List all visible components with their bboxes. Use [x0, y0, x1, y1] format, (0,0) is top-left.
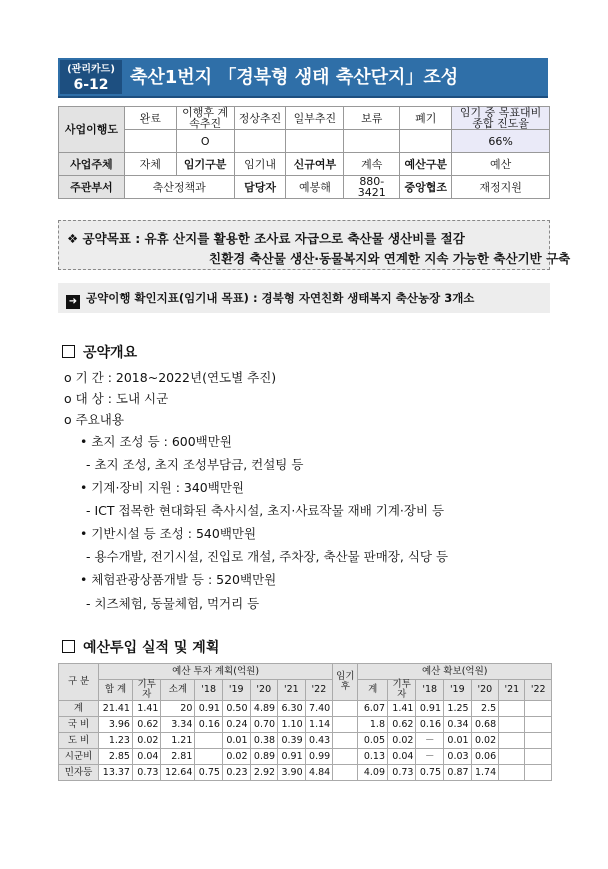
plan-cell: 0.91 [195, 701, 223, 717]
plan-cell: 0.75 [195, 765, 223, 781]
secured-cell [525, 717, 552, 733]
secured-cell: 0.75 [416, 765, 444, 781]
secured-col: '21 [499, 680, 525, 701]
secured-cell [499, 749, 525, 765]
project-owner-label: 사업주체 [59, 153, 125, 176]
plan-cell: 0.16 [195, 717, 223, 733]
status-col-hold: 보류 [344, 107, 400, 130]
status-col-continued: 이행후 계속추진 [176, 107, 234, 130]
secured-col: '20 [471, 680, 499, 701]
status-mark: O [176, 130, 234, 153]
plan-cell: 13.37 [99, 765, 133, 781]
secured-cell: 0.02 [471, 733, 499, 749]
row-label: 계 [59, 701, 99, 717]
overview-target: o 대 상 : 도내 시군 [64, 391, 169, 406]
goal-box [58, 220, 571, 270]
secured-col: '19 [444, 680, 472, 701]
budget-table [58, 663, 552, 781]
row-label: 시군비 [59, 749, 99, 765]
status-col-progress: 임기 중 목표대비 종합 진도율 [452, 107, 550, 130]
secured-cell [499, 733, 525, 749]
status-col-complete: 완료 [124, 107, 176, 130]
secured-cell: 2.5 [471, 701, 499, 717]
plan-cell: 21.41 [99, 701, 133, 717]
plan-cell: 20 [161, 701, 195, 717]
secured-cell: 1.8 [358, 717, 388, 733]
project-owner-value: 자체 [124, 153, 176, 176]
plan-cell: 4.84 [305, 765, 333, 781]
plan-cell: 0.73 [132, 765, 160, 781]
department-value: 축산정책과 [124, 176, 234, 199]
arrow-right-icon: ➜ [66, 295, 80, 309]
secured-cell: 0.68 [471, 717, 499, 733]
row-label: 국 비 [59, 717, 99, 733]
after-term-cell [333, 749, 358, 765]
department-label: 주관부서 [59, 176, 125, 199]
secured-cell: 1.41 [388, 701, 416, 717]
progress-value: 66% [452, 130, 550, 153]
overview-period: o 기 간 : 2018~2022년(연도별 추진) [64, 370, 277, 385]
management-card-badge [60, 60, 122, 94]
secured-col: '18 [416, 680, 444, 701]
secured-cell: 1.74 [471, 765, 499, 781]
plan-cell: 3.90 [278, 765, 306, 781]
secured-col: '22 [525, 680, 552, 701]
after-term-header: 임기후 [333, 664, 358, 701]
plan-cell: 6.30 [278, 701, 306, 717]
item-bullet: • 기반시설 등 조성 : 540백만원 [80, 526, 257, 541]
plan-cell: 1.23 [99, 733, 133, 749]
page-title: 축산1번지 「경북형 생태 축산단지」조성 [130, 67, 459, 88]
plan-cell: 1.41 [132, 701, 160, 717]
secured-cell: 0.05 [358, 733, 388, 749]
manager-label: 담당자 [234, 176, 286, 199]
plan-cell: 0.24 [222, 717, 250, 733]
status-col-discarded: 폐기 [400, 107, 452, 130]
plan-cell: 0.04 [132, 749, 160, 765]
phone-value: 880-3421 [344, 176, 400, 199]
secured-cell [499, 765, 525, 781]
plan-cell: 0.62 [132, 717, 160, 733]
secured-cell: 0.87 [444, 765, 472, 781]
square-icon [62, 640, 75, 653]
secured-cell [525, 701, 552, 717]
secured-cell [525, 765, 552, 781]
secured-cell: 0.16 [416, 717, 444, 733]
after-term-cell [333, 733, 358, 749]
plan-col: '21 [278, 680, 306, 701]
secured-cell: － [416, 749, 444, 765]
plan-cell: 0.89 [250, 749, 278, 765]
status-col-normal: 정상추진 [234, 107, 286, 130]
plan-col: 기투자 [132, 680, 160, 701]
plan-cell: 1.21 [161, 733, 195, 749]
plan-cell: 2.85 [99, 749, 133, 765]
secured-cell: － [416, 733, 444, 749]
plan-cell: 0.99 [305, 749, 333, 765]
plan-cell: 3.96 [99, 717, 133, 733]
item-detail: - ICT 접목한 현대화된 축사시설, 초지·사료작물 재배 기계·장비 등 [86, 503, 445, 518]
central-label: 중앙협조 [400, 176, 452, 199]
plan-cell: 2.92 [250, 765, 278, 781]
overview-title: 공약개요 [83, 345, 138, 361]
budget-type-value: 예산 [452, 153, 550, 176]
budget-col-group: 구 분 [59, 664, 99, 701]
row-label: 도 비 [59, 733, 99, 749]
item-bullet: • 기계·장비 지원 : 340백만원 [80, 480, 244, 495]
secured-cell [499, 717, 525, 733]
status-col-partial: 일부추진 [286, 107, 344, 130]
table-row [59, 701, 552, 717]
secured-cell: 6.07 [358, 701, 388, 717]
plan-col: '22 [305, 680, 333, 701]
info-table [58, 106, 550, 199]
plan-cell: 0.39 [278, 733, 306, 749]
plan-cell: 0.02 [132, 733, 160, 749]
after-term-cell [333, 701, 358, 717]
plan-cell: 0.70 [250, 717, 278, 733]
secured-col: 기투자 [388, 680, 416, 701]
item-detail: - 초지 조성, 초지 조성부담금, 컨설팅 등 [86, 457, 304, 472]
indicator-box [58, 283, 550, 313]
secured-cell: 0.06 [471, 749, 499, 765]
secured-cell: 0.03 [444, 749, 472, 765]
plan-cell: 0.38 [250, 733, 278, 749]
plan-cell: 0.01 [222, 733, 250, 749]
secured-cell: 4.09 [358, 765, 388, 781]
secured-cell: 0.04 [388, 749, 416, 765]
plan-cell [195, 733, 223, 749]
plan-cell: 4.89 [250, 701, 278, 717]
plan-cell: 0.23 [222, 765, 250, 781]
plan-cell: 0.43 [305, 733, 333, 749]
indicator-text: 공약이행 확인지표(임기내 목표) : 경북형 자연친화 생태복지 축산농장 3개소 [86, 291, 475, 305]
item-bullet: • 초지 조성 등 : 600백만원 [80, 434, 232, 449]
goal-line-1: ❖ 공약목표 : 유휴 산지를 활용한 조사료 자급으로 축산물 생산비를 절감 [67, 231, 465, 246]
status-label: 사업이행도 [59, 107, 125, 153]
plan-cell: 0.91 [278, 749, 306, 765]
plan-cell [195, 749, 223, 765]
secured-col: 계 [358, 680, 388, 701]
item-detail: - 치즈체험, 동물체험, 먹거리 등 [86, 596, 260, 611]
secured-cell [525, 733, 552, 749]
secured-cell [525, 749, 552, 765]
card-label: (관리카드) [67, 64, 115, 75]
plan-cell: 12.64 [161, 765, 195, 781]
secured-header: 예산 확보(억원) [358, 664, 552, 680]
secured-cell: 0.01 [444, 733, 472, 749]
secured-cell: 0.73 [388, 765, 416, 781]
secured-cell: 1.25 [444, 701, 472, 717]
table-row [59, 717, 552, 733]
budget-rows [59, 701, 552, 781]
plan-cell: 2.81 [161, 749, 195, 765]
budget-title: 예산투입 실적 및 계획 [83, 640, 220, 656]
table-row [59, 733, 552, 749]
manager-value: 예봉해 [286, 176, 344, 199]
row-label: 민자등 [59, 765, 99, 781]
new-value: 계속 [344, 153, 400, 176]
plan-cell: 0.50 [222, 701, 250, 717]
plan-header: 예산 투자 계획(억원) [99, 664, 333, 680]
plan-cell: 1.14 [305, 717, 333, 733]
card-number: 6-12 [73, 77, 109, 93]
term-label: 임기구분 [176, 153, 234, 176]
secured-cell: 0.13 [358, 749, 388, 765]
secured-cell: 0.91 [416, 701, 444, 717]
term-value: 임기내 [234, 153, 286, 176]
plan-col: '18 [195, 680, 223, 701]
plan-col: '20 [250, 680, 278, 701]
table-row [59, 765, 552, 781]
item-detail: - 용수개발, 전기시설, 진입로 개설, 주차장, 축산물 판매장, 식당 등 [86, 549, 449, 564]
plan-col: '19 [222, 680, 250, 701]
secured-cell [499, 701, 525, 717]
square-icon [62, 345, 75, 358]
plan-col: 소계 [161, 680, 195, 701]
secured-cell: 0.34 [444, 717, 472, 733]
plan-cell: 1.10 [278, 717, 306, 733]
plan-cell: 0.02 [222, 749, 250, 765]
secured-cell: 0.02 [388, 733, 416, 749]
new-label: 신규여부 [286, 153, 344, 176]
table-row [59, 749, 552, 765]
plan-col: 합 계 [99, 680, 133, 701]
overview-heading [62, 342, 137, 362]
plan-cell: 7.40 [305, 701, 333, 717]
plan-cell: 3.34 [161, 717, 195, 733]
budget-type-label: 예산구분 [400, 153, 452, 176]
after-term-cell [333, 717, 358, 733]
goal-line-2: 친환경 축산물 생산·동물복지와 연계한 지속 가능한 축산기반 구축 [209, 251, 571, 266]
central-value: 재정지원 [452, 176, 550, 199]
secured-cell: 0.62 [388, 717, 416, 733]
item-bullet: • 체험관광상품개발 등 : 520백만원 [80, 572, 277, 587]
overview-content-label: o 주요내용 [64, 412, 124, 427]
budget-heading [62, 637, 219, 657]
after-term-cell [333, 765, 358, 781]
